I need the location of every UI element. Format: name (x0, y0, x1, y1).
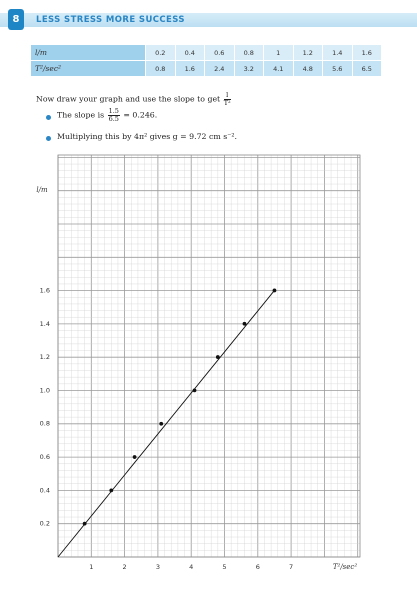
fraction-numerator: 1.5 (108, 107, 119, 115)
fraction-denominator: T² (223, 99, 231, 107)
table-cell: 0.4 (175, 45, 205, 61)
instruction-text: Now draw your graph and use the slope to get (36, 94, 221, 104)
table-cell: 0.2 (146, 45, 176, 61)
x-axis-label: T²/sec² (332, 563, 358, 571)
table-cell: 1.6 (175, 61, 205, 77)
table-cell: 0.6 (205, 45, 235, 61)
x-tick-label: 3 (155, 563, 160, 571)
table-cell: 4.8 (293, 61, 323, 77)
table-cell: 0.8 (146, 61, 176, 77)
fraction-numerator: l (224, 92, 231, 100)
table-cell: 3.2 (234, 61, 264, 77)
table-cell: 1.4 (323, 45, 353, 61)
y-tick-label: 1.0 (39, 386, 50, 395)
y-tick-label: 1.4 (39, 319, 50, 328)
data-point (109, 488, 113, 492)
fraction-denominator: 6.5 (108, 115, 119, 123)
result-line: Multiplying this by 4π² gives g = 9.72 cm s⁻². (57, 132, 237, 141)
y-tick-label: 0.4 (39, 486, 50, 495)
running-head: LESS STRESS MORE SUCCESS (36, 15, 185, 25)
data-point (273, 289, 277, 293)
data-point (193, 389, 197, 393)
x-tick-label: 1 (89, 563, 94, 571)
plot-area (58, 155, 360, 557)
y-axis-label: l/m (36, 186, 48, 194)
y-tick-label: 1.6 (39, 286, 50, 295)
y-tick-label: 0.2 (39, 519, 50, 528)
slope-prefix: The slope is (57, 110, 105, 120)
table-cell: 1.2 (293, 45, 323, 61)
x-tick-label: 7 (289, 563, 294, 571)
table-cell: 0.8 (234, 45, 264, 61)
data-point (216, 355, 220, 359)
table-cell: 1.6 (352, 45, 382, 61)
x-tick-label: 4 (189, 563, 194, 571)
y-tick-label: 0.6 (39, 453, 50, 462)
table-cell: 2.4 (205, 61, 235, 77)
y-tick-label: 1.2 (39, 353, 50, 362)
row-header: T²/sec² (31, 61, 146, 77)
table-cell: 1 (264, 45, 294, 61)
data-point (133, 455, 137, 459)
slope-suffix: = 0.246. (123, 110, 158, 120)
x-tick-label: 5 (222, 563, 227, 571)
data-point (83, 522, 87, 526)
table-cell: 4.1 (264, 61, 294, 77)
table-cell: 6.5 (352, 61, 382, 77)
x-tick-label: 6 (255, 563, 260, 571)
page-number-badge: 8 (8, 9, 24, 30)
data-point (243, 322, 247, 326)
data-point (159, 422, 163, 426)
row-header: l/m (31, 45, 146, 61)
x-tick-label: 2 (122, 563, 127, 571)
y-tick-label: 0.8 (39, 419, 50, 428)
table-cell: 5.6 (323, 61, 353, 77)
